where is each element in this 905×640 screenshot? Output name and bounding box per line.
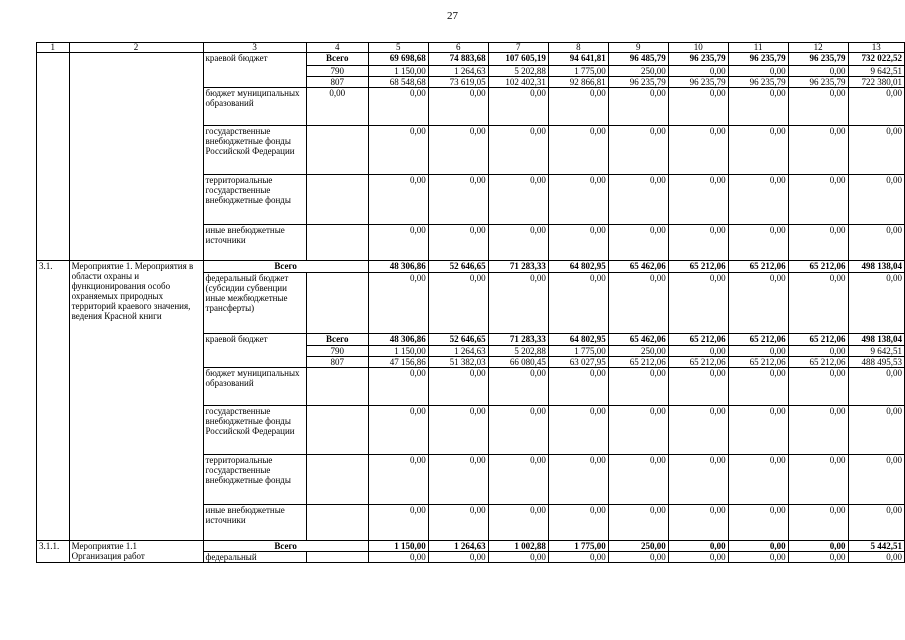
value-cell: 0,00 xyxy=(668,175,728,225)
value-cell: 0,00 xyxy=(788,126,848,175)
value-cell: 1 150,00 xyxy=(368,66,428,77)
value-cell: 0,00 xyxy=(728,66,788,77)
table-body xyxy=(37,43,905,563)
source-cell: федеральный xyxy=(203,552,306,563)
value-cell: 96 235,79 xyxy=(668,53,728,66)
value-cell: 0,00 xyxy=(548,406,608,455)
value-cell: 0,00 xyxy=(608,368,668,406)
name-line: Мероприятие 1.1 xyxy=(71,541,137,551)
value-cell: 0,00 xyxy=(548,368,608,406)
row-label: Всего xyxy=(306,53,368,66)
source-cell: государственные внебюджетные фонды Российской Федерации xyxy=(203,126,306,175)
total-label: Всего xyxy=(203,541,368,552)
value-cell: 5 202,88 xyxy=(488,66,548,77)
value-cell: 0,00 xyxy=(728,273,788,334)
row-label xyxy=(306,126,368,175)
value-cell: 1 264,63 xyxy=(428,66,488,77)
value-cell: 9 642,51 xyxy=(848,346,904,357)
value-cell: 0,00 xyxy=(488,175,548,225)
value-cell: 71 283,33 xyxy=(488,334,548,346)
value-cell: 0,00 xyxy=(368,368,428,406)
value-cell: 71 283,33 xyxy=(488,261,548,273)
value-cell: 0,00 xyxy=(368,126,428,175)
value-cell: 0,00 xyxy=(848,225,904,261)
column-number: 9 xyxy=(608,43,668,53)
value-cell: 69 698,68 xyxy=(368,53,428,66)
value-cell: 96 235,79 xyxy=(788,53,848,66)
value-cell: 0,00 xyxy=(668,505,728,541)
value-cell: 0,00 xyxy=(488,126,548,175)
value-cell: 0,00 xyxy=(848,368,904,406)
value-cell: 0,00 xyxy=(548,552,608,563)
value-cell: 9 642,51 xyxy=(848,66,904,77)
value-cell: 0,00 xyxy=(668,346,728,357)
source-cell: иные внебюджетные источники xyxy=(203,505,306,541)
value-cell: 0,00 xyxy=(728,541,788,552)
value-cell: 0,00 xyxy=(668,126,728,175)
value-cell: 107 605,19 xyxy=(488,53,548,66)
column-number: 11 xyxy=(728,43,788,53)
value-cell: 0,00 xyxy=(368,175,428,225)
header-row xyxy=(37,43,905,53)
row-label xyxy=(306,368,368,406)
value-cell: 0,00 xyxy=(848,175,904,225)
value-cell: 96 485,79 xyxy=(608,53,668,66)
value-cell: 65 212,06 xyxy=(728,357,788,368)
value-cell: 0,00 xyxy=(368,406,428,455)
column-number: 8 xyxy=(548,43,608,53)
value-cell: 0,00 xyxy=(788,455,848,505)
value-cell: 96 235,79 xyxy=(728,53,788,66)
value-cell: 0,00 xyxy=(368,225,428,261)
name-line: Организация работ xyxy=(71,551,145,561)
value-cell: 65 212,06 xyxy=(788,357,848,368)
value-cell: 0,00 xyxy=(548,505,608,541)
value-cell: 0,00 xyxy=(428,368,488,406)
value-cell: 0,00 xyxy=(728,552,788,563)
value-cell: 1 775,00 xyxy=(548,541,608,552)
value-cell: 52 646,65 xyxy=(428,334,488,346)
value-cell: 48 306,86 xyxy=(368,261,428,273)
value-cell: 0,00 xyxy=(788,66,848,77)
column-number: 3 xyxy=(203,43,306,53)
value-cell: 732 022,52 xyxy=(848,53,904,66)
value-cell: 96 235,79 xyxy=(608,77,668,88)
value-cell: 74 883,68 xyxy=(428,53,488,66)
value-cell: 0,00 xyxy=(548,175,608,225)
value-cell: 0,00 xyxy=(848,505,904,541)
row-label: 790 xyxy=(306,346,368,357)
value-cell: 96 235,79 xyxy=(788,77,848,88)
value-cell: 94 641,81 xyxy=(548,53,608,66)
number-cell: 3.1. xyxy=(37,261,70,541)
value-cell: 5 442,51 xyxy=(848,541,904,552)
source-cell: бюджет муниципальных образований xyxy=(203,88,306,126)
value-cell: 0,00 xyxy=(788,346,848,357)
value-cell: 0,00 xyxy=(488,273,548,334)
value-cell: 0,00 xyxy=(848,406,904,455)
value-cell: 0,00 xyxy=(548,273,608,334)
value-cell: 498 138,04 xyxy=(848,334,904,346)
column-number: 7 xyxy=(488,43,548,53)
row-label: 790 xyxy=(306,66,368,77)
row-label: 0,00 xyxy=(306,88,368,126)
value-cell: 0,00 xyxy=(548,455,608,505)
row-label xyxy=(306,273,368,334)
column-number: 5 xyxy=(368,43,428,53)
source-cell: краевой бюджет xyxy=(203,53,306,88)
value-cell: 0,00 xyxy=(488,455,548,505)
value-cell: 48 306,86 xyxy=(368,334,428,346)
value-cell: 0,00 xyxy=(668,273,728,334)
value-cell: 0,00 xyxy=(548,126,608,175)
row-label xyxy=(306,505,368,541)
value-cell: 250,00 xyxy=(608,541,668,552)
value-cell: 0,00 xyxy=(428,505,488,541)
value-cell: 0,00 xyxy=(668,88,728,126)
value-cell: 1 150,00 xyxy=(368,541,428,552)
value-cell: 0,00 xyxy=(848,552,904,563)
value-cell: 92 866,81 xyxy=(548,77,608,88)
value-cell: 65 212,06 xyxy=(668,261,728,273)
value-cell: 1 264,63 xyxy=(428,346,488,357)
value-cell: 0,00 xyxy=(368,505,428,541)
value-cell: 0,00 xyxy=(788,88,848,126)
value-cell: 65 212,06 xyxy=(788,334,848,346)
value-cell: 0,00 xyxy=(548,225,608,261)
value-cell: 1 150,00 xyxy=(368,346,428,357)
value-cell: 0,00 xyxy=(848,88,904,126)
row-label xyxy=(306,175,368,225)
value-cell: 0,00 xyxy=(788,175,848,225)
value-cell: 0,00 xyxy=(488,368,548,406)
value-cell: 0,00 xyxy=(728,88,788,126)
value-cell: 0,00 xyxy=(668,406,728,455)
value-cell: 0,00 xyxy=(788,406,848,455)
value-cell: 64 802,95 xyxy=(548,334,608,346)
value-cell: 65 212,06 xyxy=(608,357,668,368)
value-cell: 65 212,06 xyxy=(668,334,728,346)
value-cell: 1 264,63 xyxy=(428,541,488,552)
value-cell: 0,00 xyxy=(728,225,788,261)
value-cell: 0,00 xyxy=(788,552,848,563)
value-cell: 65 212,06 xyxy=(668,357,728,368)
value-cell: 0,00 xyxy=(608,552,668,563)
name-cell xyxy=(69,541,203,563)
value-cell: 0,00 xyxy=(488,505,548,541)
value-cell: 0,00 xyxy=(848,273,904,334)
value-cell: 0,00 xyxy=(428,126,488,175)
value-cell: 0,00 xyxy=(608,88,668,126)
source-cell: бюджет муниципальных образований xyxy=(203,368,306,406)
value-cell: 52 646,65 xyxy=(428,261,488,273)
value-cell: 0,00 xyxy=(428,175,488,225)
value-cell: 0,00 xyxy=(608,455,668,505)
value-cell: 63 027,95 xyxy=(548,357,608,368)
value-cell: 0,00 xyxy=(668,225,728,261)
value-cell: 0,00 xyxy=(428,455,488,505)
value-cell: 0,00 xyxy=(728,455,788,505)
budget-table xyxy=(36,42,905,563)
value-cell: 0,00 xyxy=(728,175,788,225)
total-label: Всего xyxy=(203,261,368,273)
value-cell: 0,00 xyxy=(428,552,488,563)
source-cell: территориальные государственные внебюджетные фонды xyxy=(203,455,306,505)
table-row xyxy=(37,541,905,552)
value-cell: 0,00 xyxy=(488,406,548,455)
value-cell: 5 202,88 xyxy=(488,346,548,357)
value-cell: 0,00 xyxy=(788,505,848,541)
value-cell: 250,00 xyxy=(608,346,668,357)
value-cell: 0,00 xyxy=(608,406,668,455)
value-cell: 1 775,00 xyxy=(548,346,608,357)
page-number: 27 xyxy=(447,10,458,22)
value-cell: 0,00 xyxy=(428,225,488,261)
value-cell: 65 212,06 xyxy=(728,334,788,346)
value-cell: 722 380,01 xyxy=(848,77,904,88)
value-cell: 51 382,03 xyxy=(428,357,488,368)
value-cell: 0,00 xyxy=(668,66,728,77)
value-cell: 0,00 xyxy=(788,368,848,406)
source-cell: иные внебюджетные источники xyxy=(203,225,306,261)
value-cell: 47 156,86 xyxy=(368,357,428,368)
name-cell: Мероприятие 1. Мероприятия в области охраны и функционирования особо охраняемых природных территорий краевого значения, ведения Красной книги xyxy=(69,261,203,541)
value-cell: 0,00 xyxy=(608,126,668,175)
value-cell: 0,00 xyxy=(368,455,428,505)
column-number: 10 xyxy=(668,43,728,53)
row-label xyxy=(306,225,368,261)
row-label: 807 xyxy=(306,357,368,368)
source-cell: краевой бюджет xyxy=(203,334,306,368)
value-cell: 0,00 xyxy=(608,175,668,225)
value-cell: 0,00 xyxy=(608,225,668,261)
value-cell: 96 235,79 xyxy=(728,77,788,88)
value-cell: 0,00 xyxy=(728,126,788,175)
value-cell: 0,00 xyxy=(788,541,848,552)
source-cell: федеральный бюджет (субсидии субвенции иные межбюджетные трансферты) xyxy=(203,273,306,334)
value-cell: 0,00 xyxy=(368,552,428,563)
value-cell: 65 212,06 xyxy=(788,261,848,273)
row-label: Всего xyxy=(306,334,368,346)
value-cell: 0,00 xyxy=(428,88,488,126)
value-cell: 0,00 xyxy=(548,88,608,126)
table-row xyxy=(37,53,905,66)
value-cell: 0,00 xyxy=(608,273,668,334)
row-label xyxy=(306,406,368,455)
value-cell: 0,00 xyxy=(488,88,548,126)
number-cell: 3.1.1. xyxy=(37,541,70,563)
column-number: 1 xyxy=(37,43,70,53)
value-cell: 96 235,79 xyxy=(668,77,728,88)
value-cell: 0,00 xyxy=(608,505,668,541)
value-cell: 0,00 xyxy=(788,273,848,334)
value-cell: 1 002,88 xyxy=(488,541,548,552)
row-label xyxy=(306,455,368,505)
value-cell: 65 212,06 xyxy=(728,261,788,273)
value-cell: 0,00 xyxy=(488,225,548,261)
value-cell: 0,00 xyxy=(668,541,728,552)
value-cell: 0,00 xyxy=(848,126,904,175)
value-cell: 66 080,45 xyxy=(488,357,548,368)
value-cell: 498 138,04 xyxy=(848,261,904,273)
value-cell: 0,00 xyxy=(728,505,788,541)
value-cell: 64 802,95 xyxy=(548,261,608,273)
value-cell: 65 462,06 xyxy=(608,261,668,273)
value-cell: 102 402,31 xyxy=(488,77,548,88)
value-cell: 0,00 xyxy=(728,406,788,455)
value-cell: 0,00 xyxy=(668,455,728,505)
value-cell: 68 548,68 xyxy=(368,77,428,88)
source-cell: территориальные государственные внебюджетные фонды xyxy=(203,175,306,225)
column-number: 12 xyxy=(788,43,848,53)
value-cell: 1 775,00 xyxy=(548,66,608,77)
column-number: 2 xyxy=(69,43,203,53)
value-cell: 65 462,06 xyxy=(608,334,668,346)
value-cell: 0,00 xyxy=(368,88,428,126)
value-cell: 0,00 xyxy=(728,368,788,406)
column-number: 13 xyxy=(848,43,904,53)
value-cell: 0,00 xyxy=(428,273,488,334)
value-cell: 0,00 xyxy=(368,273,428,334)
value-cell: 73 619,05 xyxy=(428,77,488,88)
value-cell: 0,00 xyxy=(668,368,728,406)
number-cell xyxy=(37,53,70,261)
value-cell: 0,00 xyxy=(728,346,788,357)
name-cell xyxy=(69,53,203,261)
column-number: 6 xyxy=(428,43,488,53)
value-cell: 0,00 xyxy=(668,552,728,563)
value-cell: 0,00 xyxy=(428,406,488,455)
table-row xyxy=(37,261,905,273)
value-cell: 0,00 xyxy=(848,455,904,505)
value-cell: 0,00 xyxy=(488,552,548,563)
value-cell: 0,00 xyxy=(788,225,848,261)
column-number: 4 xyxy=(306,43,368,53)
source-cell: государственные внебюджетные фонды Российской Федерации xyxy=(203,406,306,455)
row-label: 807 xyxy=(306,77,368,88)
value-cell: 250,00 xyxy=(608,66,668,77)
value-cell: 488 495,53 xyxy=(848,357,904,368)
row-label xyxy=(306,552,368,563)
